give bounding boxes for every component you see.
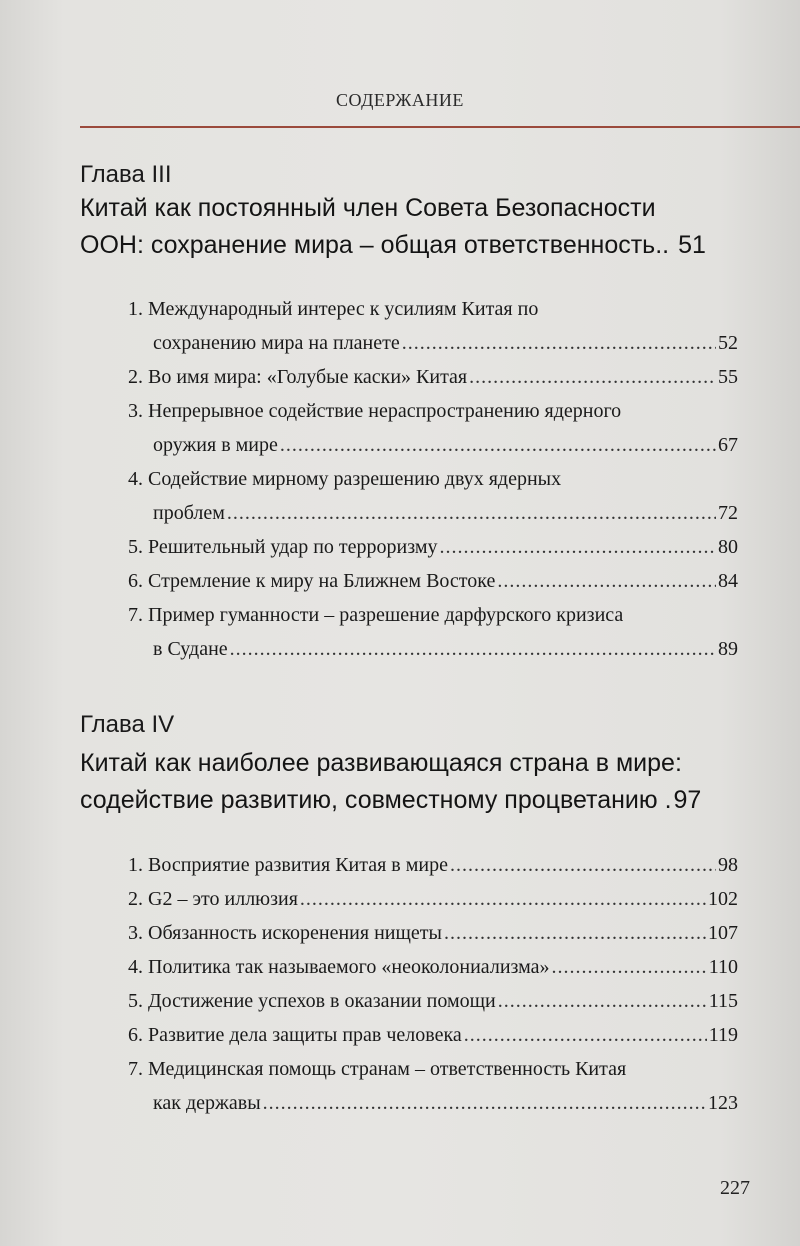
chapter-title bbox=[80, 190, 760, 264]
leader-dots bbox=[498, 984, 707, 1018]
entry-number: 4. bbox=[128, 956, 143, 978]
entry-number: 1. bbox=[128, 854, 143, 876]
entry-number: 7. bbox=[128, 1058, 143, 1080]
entry-text: Достижение успехов в оказании помощи bbox=[148, 990, 496, 1012]
leader-dots bbox=[497, 564, 716, 598]
toc-entry[interactable] bbox=[128, 530, 738, 564]
chapter-page-number: 51 bbox=[678, 231, 706, 259]
entry-number: 6. bbox=[128, 570, 143, 592]
entry-text: Международный интерес к усилиям Китая по bbox=[148, 298, 539, 320]
chapter-title-dots: .. bbox=[655, 231, 670, 259]
entry-text: Решительный удар по терроризму bbox=[148, 536, 438, 558]
entry-text: Непрерывное содействие нераспространению ядерного bbox=[148, 400, 622, 422]
leader-dots bbox=[440, 530, 717, 564]
toc-entry[interactable] bbox=[128, 360, 738, 394]
toc-entry[interactable] bbox=[128, 950, 738, 984]
chapter-title bbox=[80, 745, 760, 819]
entry-text: проблем bbox=[153, 502, 225, 524]
entry-text: как державы bbox=[153, 1092, 261, 1114]
running-head: СОДЕРЖАНИЕ bbox=[336, 90, 464, 110]
toc-entry[interactable] bbox=[128, 916, 738, 950]
entry-page-number: 84 bbox=[718, 570, 738, 592]
leader-dots bbox=[444, 916, 706, 950]
chapter-page-number: 97 bbox=[673, 786, 702, 814]
leader-dots bbox=[300, 882, 706, 916]
toc-entry[interactable] bbox=[128, 882, 738, 916]
chapter-title-dots: . bbox=[664, 786, 672, 814]
toc-entry[interactable] bbox=[128, 598, 738, 666]
entry-text: Восприятие развития Китая в мире bbox=[148, 854, 448, 876]
entry-text: сохранению мира на планете bbox=[153, 332, 400, 354]
leader-dots bbox=[450, 848, 716, 882]
entry-page-number: 55 bbox=[718, 366, 738, 388]
entry-text: Стремление к миру на Ближнем Востоке bbox=[148, 570, 496, 592]
entry-number: 1. bbox=[128, 298, 143, 320]
toc-entry[interactable] bbox=[128, 984, 738, 1018]
entry-text: оружия в мире bbox=[153, 434, 278, 456]
entry-page-number: 107 bbox=[708, 922, 738, 944]
chapter-number: Глава IV bbox=[80, 711, 175, 738]
entry-number: 5. bbox=[128, 990, 143, 1012]
toc-entry[interactable] bbox=[128, 1018, 738, 1052]
toc-entry[interactable] bbox=[128, 1052, 738, 1120]
entry-text: Во имя мира: «Голубые каски» Китая bbox=[148, 366, 468, 388]
toc-entry[interactable] bbox=[128, 462, 738, 530]
leader-dots bbox=[552, 950, 707, 984]
leader-dots bbox=[464, 1018, 707, 1052]
leader-dots bbox=[263, 1086, 706, 1120]
chapter-number: Глава III bbox=[80, 161, 172, 188]
entry-number: 7. bbox=[128, 604, 143, 626]
toc-list bbox=[128, 848, 738, 1120]
entry-page-number: 67 bbox=[718, 434, 738, 456]
entry-page-number: 52 bbox=[718, 332, 738, 354]
entry-number: 3. bbox=[128, 922, 143, 944]
entry-number: 6. bbox=[128, 1024, 143, 1046]
entry-number: 2. bbox=[128, 888, 143, 910]
chapter-title-text: ООН: сохранение мира – общая ответственность bbox=[80, 231, 656, 259]
entry-page-number: 72 bbox=[718, 502, 738, 524]
toc-list bbox=[128, 292, 738, 666]
entry-page-number: 115 bbox=[708, 990, 738, 1012]
toc-entry[interactable] bbox=[128, 394, 738, 462]
entry-text: Обязанность искоренения нищеты bbox=[148, 922, 442, 944]
entry-page-number: 102 bbox=[708, 888, 738, 910]
chapter-title-line bbox=[80, 782, 760, 819]
leader-dots bbox=[280, 428, 716, 462]
entry-text: Медицинская помощь странам – ответственность Китая bbox=[148, 1058, 627, 1080]
leader-dots bbox=[227, 496, 716, 530]
leader-dots bbox=[402, 326, 716, 360]
entry-page-number: 123 bbox=[708, 1092, 738, 1114]
entry-page-number: 98 bbox=[718, 854, 738, 876]
toc-entry[interactable] bbox=[128, 292, 738, 360]
entry-page-number: 80 bbox=[718, 536, 738, 558]
entry-number: 5. bbox=[128, 536, 143, 558]
chapter-title-line: Китай как наиболее развивающаяся страна в мире: bbox=[80, 749, 682, 777]
toc-entry[interactable] bbox=[128, 848, 738, 882]
entry-number: 4. bbox=[128, 468, 143, 490]
chapter-title-line bbox=[80, 227, 760, 264]
entry-text: G2 – это иллюзия bbox=[148, 888, 298, 910]
toc-entry[interactable] bbox=[128, 564, 738, 598]
entry-number: 3. bbox=[128, 400, 143, 422]
entry-number: 2. bbox=[128, 366, 143, 388]
entry-page-number: 89 bbox=[718, 638, 738, 660]
entry-page-number: 119 bbox=[708, 1024, 738, 1046]
chapter-title-text: содействие развитию, совместному процветанию bbox=[80, 786, 658, 814]
leader-dots bbox=[469, 360, 716, 394]
entry-text: в Судане bbox=[153, 638, 228, 660]
entry-text: Политика так называемого «неоколониализма» bbox=[148, 956, 550, 978]
page-number: 227 bbox=[720, 1177, 750, 1199]
entry-page-number: 110 bbox=[708, 956, 738, 978]
entry-text: Развитие дела защиты прав человека bbox=[148, 1024, 462, 1046]
header-rule bbox=[80, 126, 800, 128]
entry-text: Содействие мирному разрешению двух ядерных bbox=[148, 468, 562, 490]
chapter-title-line: Китай как постоянный член Совета Безопасности bbox=[80, 194, 656, 222]
entry-text: Пример гуманности – разрешение дарфурского кризиса bbox=[148, 604, 624, 626]
leader-dots bbox=[230, 632, 716, 666]
